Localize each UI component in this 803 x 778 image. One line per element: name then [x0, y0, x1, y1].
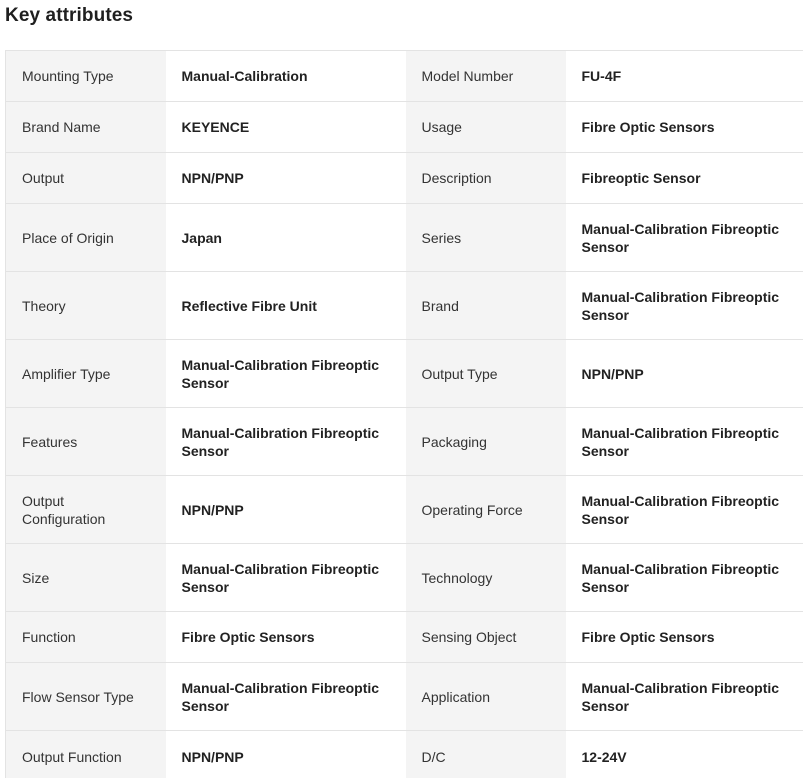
- attribute-value: KEYENCE: [166, 102, 406, 153]
- attribute-value: Manual-Calibration Fibreoptic Sensor: [166, 340, 406, 408]
- attribute-name: Description: [406, 153, 566, 204]
- attribute-value: Fibre Optic Sensors: [166, 612, 406, 663]
- table-row: [6, 102, 803, 153]
- attribute-name: Sensing Object: [406, 612, 566, 663]
- attribute-value: Manual-Calibration: [166, 51, 406, 102]
- table-row: [6, 731, 803, 778]
- section-title: Key attributes: [5, 5, 134, 26]
- attribute-name: Output Type: [406, 340, 566, 408]
- attribute-name: Series: [406, 204, 566, 272]
- attribute-name: Amplifier Type: [6, 340, 166, 408]
- attribute-value: Manual-Calibration Fibreoptic Sensor: [566, 204, 803, 272]
- attribute-value: Manual-Calibration Fibreoptic Sensor: [166, 544, 406, 612]
- attribute-name: Operating Force: [406, 476, 566, 544]
- attribute-name: Size: [6, 544, 166, 612]
- attribute-value: NPN/PNP: [566, 340, 803, 408]
- attribute-name: Theory: [6, 272, 166, 340]
- attribute-value: Manual-Calibration Fibreoptic Sensor: [566, 476, 803, 544]
- table-row: [6, 663, 803, 731]
- attribute-value: Manual-Calibration Fibreoptic Sensor: [566, 663, 803, 731]
- table-row: [6, 476, 803, 544]
- attribute-value: Manual-Calibration Fibreoptic Sensor: [566, 544, 803, 612]
- attribute-value: Fibre Optic Sensors: [566, 612, 803, 663]
- attribute-name: Brand: [406, 272, 566, 340]
- attribute-name: Usage: [406, 102, 566, 153]
- attribute-value: Fibreoptic Sensor: [566, 153, 803, 204]
- attribute-name: Model Number: [406, 51, 566, 102]
- attribute-name: Features: [6, 408, 166, 476]
- attribute-value: 12-24V: [566, 731, 803, 778]
- attribute-value: FU-4F: [566, 51, 803, 102]
- key-attributes-table: [5, 50, 803, 778]
- attribute-name: Flow Sensor Type: [6, 663, 166, 731]
- attribute-name: D/C: [406, 731, 566, 778]
- attribute-value: NPN/PNP: [166, 731, 406, 778]
- attribute-name: Output Function: [6, 731, 166, 778]
- attribute-value: Manual-Calibration Fibreoptic Sensor: [566, 272, 803, 340]
- table-row: [6, 544, 803, 612]
- table-row: [6, 408, 803, 476]
- attribute-value: Manual-Calibration Fibreoptic Sensor: [566, 408, 803, 476]
- table-row: [6, 612, 803, 663]
- attribute-name: Function: [6, 612, 166, 663]
- attribute-name: Brand Name: [6, 102, 166, 153]
- attribute-value: NPN/PNP: [166, 476, 406, 544]
- attribute-name: Output: [6, 153, 166, 204]
- attribute-name: Place of Origin: [6, 204, 166, 272]
- attribute-value: Manual-Calibration Fibreoptic Sensor: [166, 663, 406, 731]
- attribute-value: Japan: [166, 204, 406, 272]
- attribute-value: Fibre Optic Sensors: [566, 102, 803, 153]
- attribute-value: Reflective Fibre Unit: [166, 272, 406, 340]
- table-row: [6, 340, 803, 408]
- table-row: [6, 204, 803, 272]
- attribute-value: NPN/PNP: [166, 153, 406, 204]
- attribute-name: Packaging: [406, 408, 566, 476]
- attribute-name: Application: [406, 663, 566, 731]
- attribute-name: Output Configuration: [6, 476, 166, 544]
- attribute-value: Manual-Calibration Fibreoptic Sensor: [166, 408, 406, 476]
- attribute-name: Technology: [406, 544, 566, 612]
- table-row: [6, 153, 803, 204]
- attribute-name: Mounting Type: [6, 51, 166, 102]
- table-row: [6, 51, 803, 102]
- table-row: [6, 272, 803, 340]
